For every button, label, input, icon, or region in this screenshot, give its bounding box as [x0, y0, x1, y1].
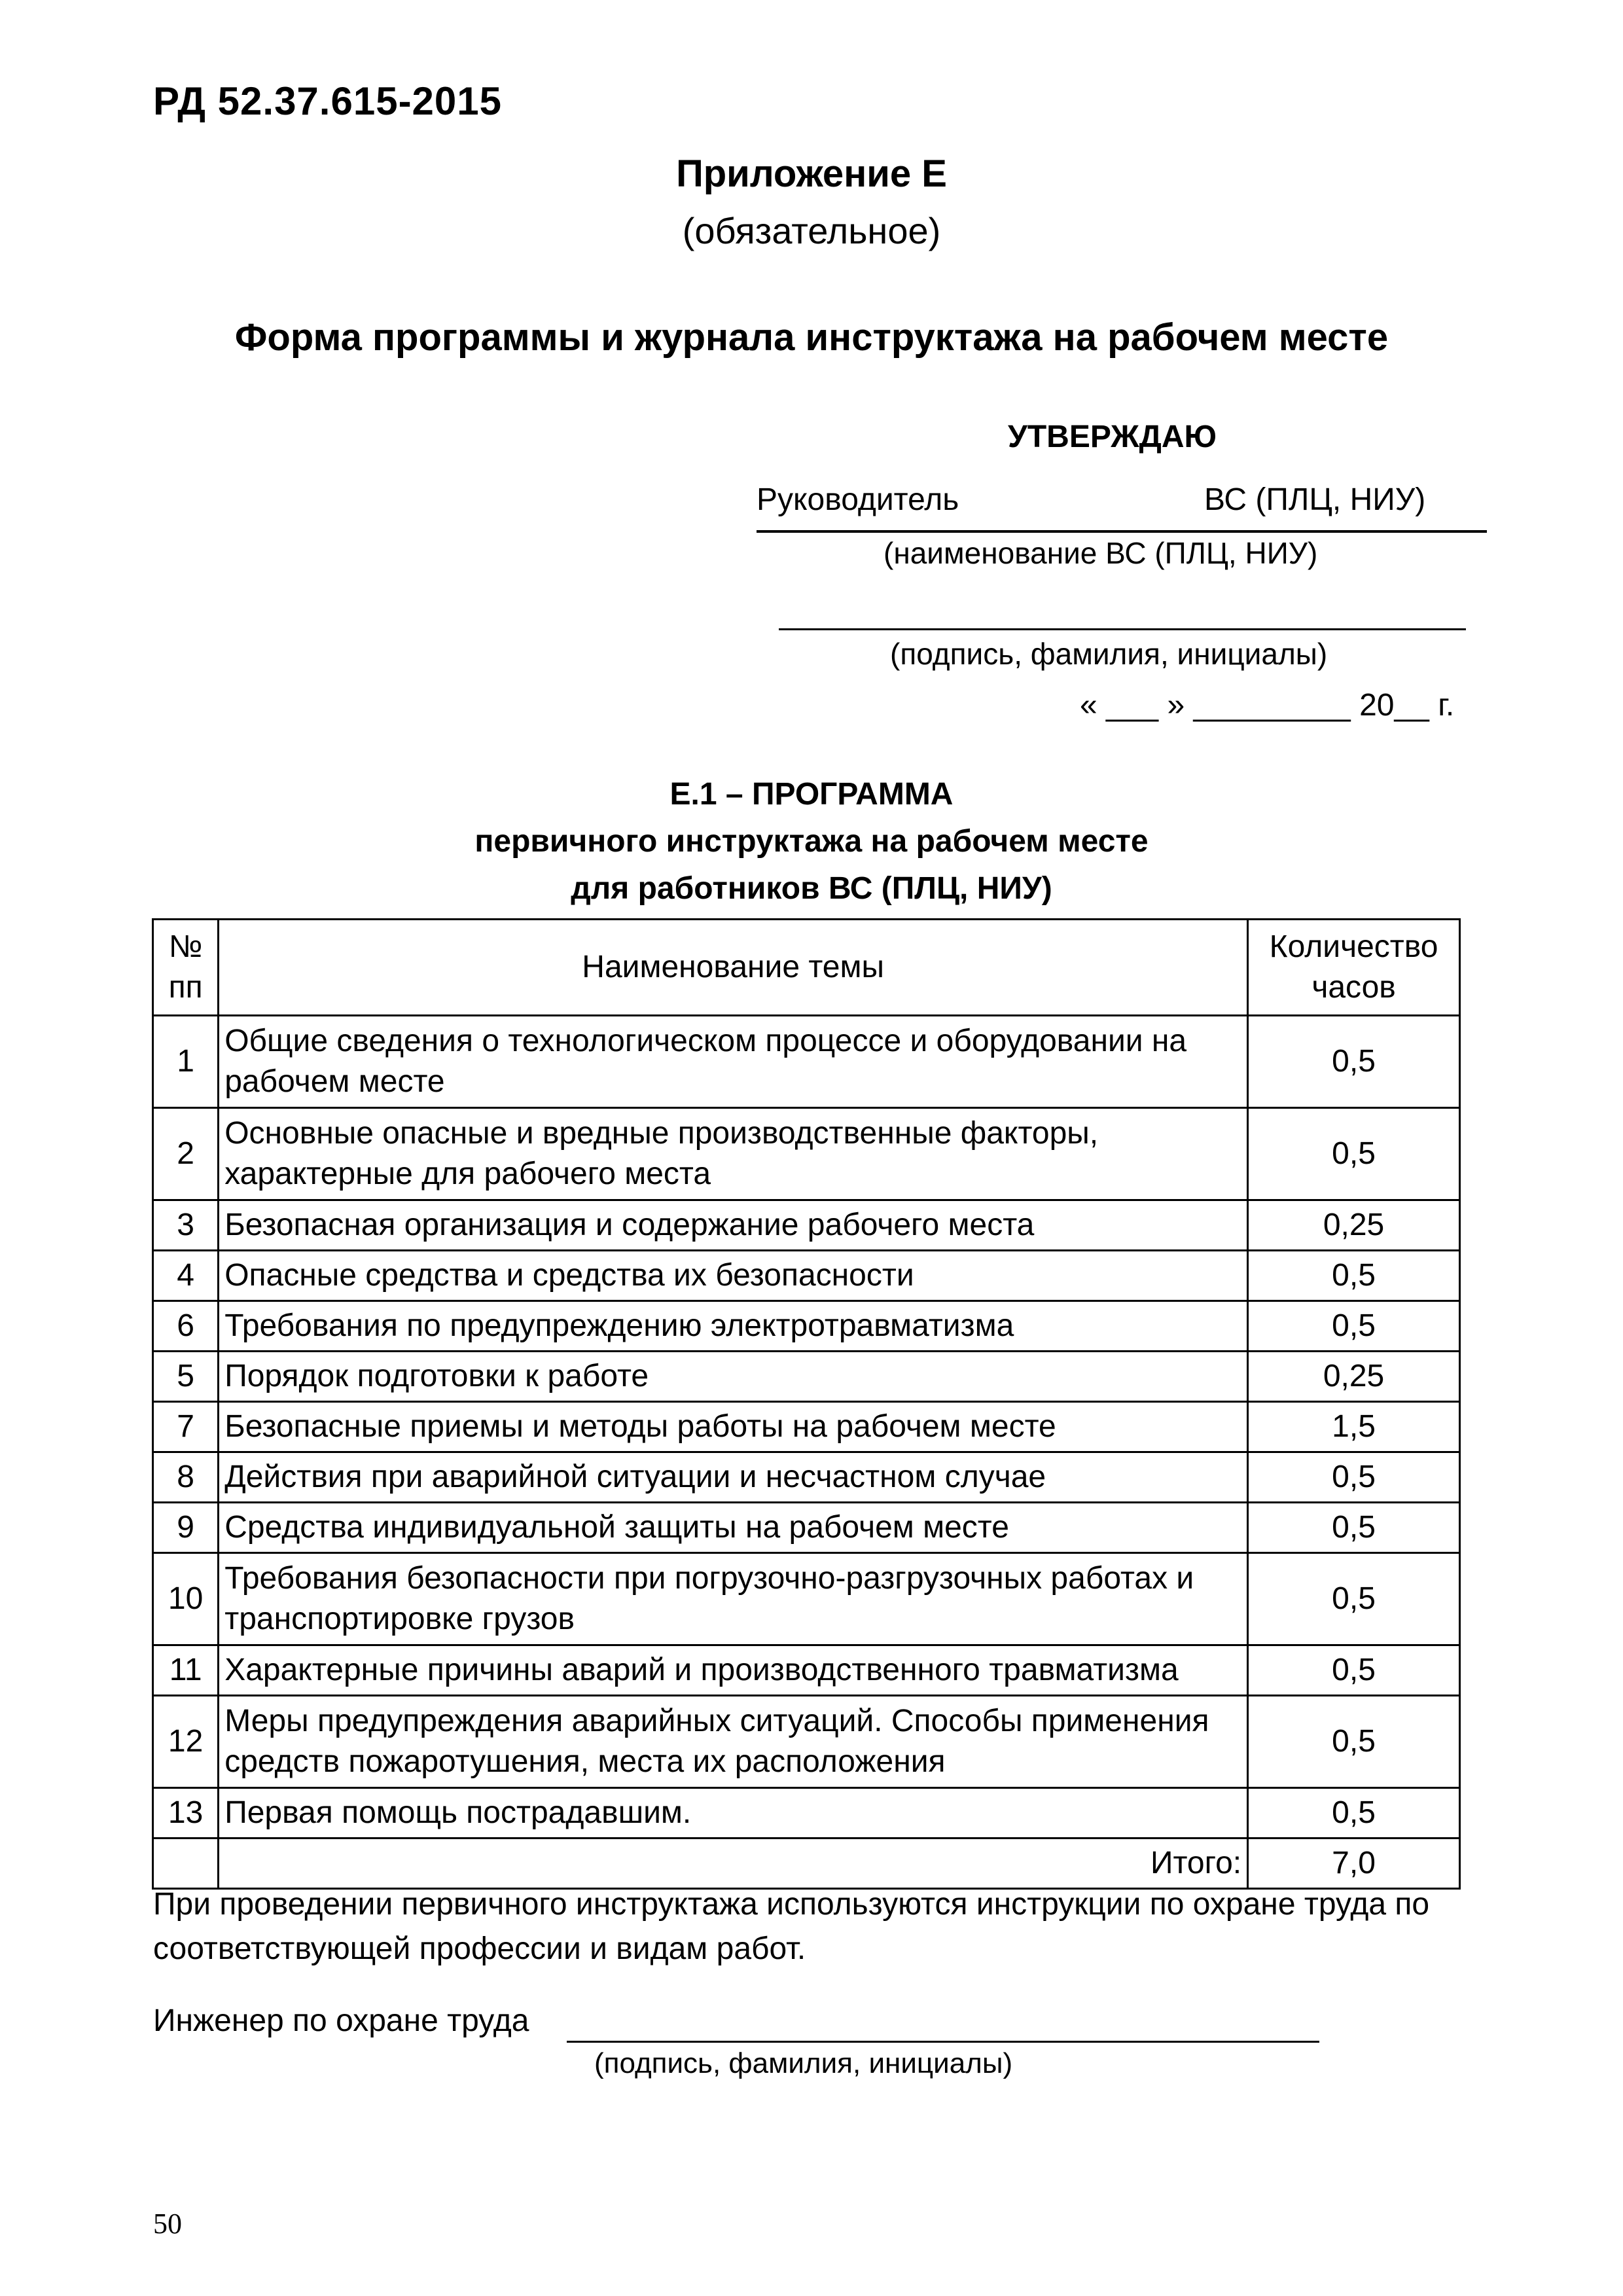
row-hours: 0,5	[1248, 1788, 1460, 1839]
row-topic: Требования безопасности при погрузочно-разгрузочных работах и транспортировке грузов	[219, 1553, 1248, 1645]
row-num: 8	[153, 1452, 219, 1503]
row-num: 5	[153, 1352, 219, 1402]
table-row	[153, 1553, 1460, 1645]
engineer-label: Инженер по охране труда	[153, 2003, 529, 2038]
program-table	[152, 918, 1461, 1890]
row-num: 13	[153, 1788, 219, 1839]
row-num: 12	[153, 1696, 219, 1788]
section-title: Е.1 – ПРОГРАММА	[669, 777, 954, 812]
date-line: « ___ » _________ 20__ г.	[1080, 688, 1455, 723]
row-topic: Действия при аварийной ситуации и несчастном случае	[219, 1452, 1248, 1503]
row-hours: 0,5	[1248, 1301, 1460, 1352]
signature-line	[779, 628, 1466, 630]
row-hours: 0,5	[1248, 1645, 1460, 1696]
head-underline	[757, 530, 1487, 533]
row-hours: 0,5	[1248, 1503, 1460, 1553]
table-total-row	[153, 1839, 1460, 1889]
page-number: 50	[153, 2208, 182, 2240]
header-hours: Количество часов	[1248, 920, 1460, 1016]
signature-caption: (подпись, фамилия, инициалы)	[890, 637, 1328, 671]
row-hours: 0,25	[1248, 1200, 1460, 1251]
table-row	[153, 1402, 1460, 1452]
row-num: 4	[153, 1251, 219, 1301]
engineer-signature-line	[567, 2041, 1319, 2043]
table-row	[153, 1503, 1460, 1553]
row-num: 6	[153, 1301, 219, 1352]
total-label: Итого:	[219, 1839, 1248, 1889]
table-row	[153, 1108, 1460, 1200]
table-row	[153, 1200, 1460, 1251]
row-topic: Основные опасные и вредные производственные факторы, характерные для рабочего места	[219, 1108, 1248, 1200]
row-hours: 0,5	[1248, 1251, 1460, 1301]
row-hours: 0,5	[1248, 1016, 1460, 1108]
row-num: 3	[153, 1200, 219, 1251]
appendix-subtitle: (обязательное)	[682, 210, 941, 251]
table-row	[153, 1696, 1460, 1788]
row-topic: Меры предупреждения аварийных ситуаций. Способы применения средств пожаротушения, места их расположения	[219, 1696, 1248, 1788]
head-organization: ВС (ПЛЦ, НИУ)	[1204, 482, 1426, 517]
appendix-title: Приложение Е	[676, 152, 947, 195]
table-row	[153, 1452, 1460, 1503]
table-row	[153, 1352, 1460, 1402]
document-code: РД 52.37.615-2015	[153, 79, 503, 123]
table-row	[153, 1788, 1460, 1839]
row-topic: Порядок подготовки к работе	[219, 1352, 1248, 1402]
row-num: 1	[153, 1016, 219, 1108]
section-subtitle-1: первичного инструктажа на рабочем месте	[474, 824, 1149, 859]
row-topic: Средства индивидуальной защиты на рабочем месте	[219, 1503, 1248, 1553]
head-caption: (наименование ВС (ПЛЦ, НИУ)	[883, 536, 1318, 570]
row-hours: 0,25	[1248, 1352, 1460, 1402]
row-num: 2	[153, 1108, 219, 1200]
row-num: 7	[153, 1402, 219, 1452]
section-subtitle-2: для работников ВС (ПЛЦ, НИУ)	[571, 871, 1052, 906]
row-hours: 0,5	[1248, 1696, 1460, 1788]
row-hours: 0,5	[1248, 1452, 1460, 1503]
table-row	[153, 1645, 1460, 1696]
total-empty-cell	[153, 1839, 219, 1889]
table-header-row	[153, 920, 1460, 1016]
form-title: Форма программы и журнала инструктажа на рабочем месте	[234, 316, 1389, 359]
row-hours: 0,5	[1248, 1553, 1460, 1645]
row-topic: Первая помощь пострадавшим.	[219, 1788, 1248, 1839]
row-topic: Опасные средства и средства их безопасности	[219, 1251, 1248, 1301]
row-hours: 1,5	[1248, 1402, 1460, 1452]
engineer-caption: (подпись, фамилия, инициалы)	[594, 2047, 1013, 2079]
note-text: При проведении первичного инструктажа используются инструкции по охране труда по соответствующей профессии и видам работ.	[153, 1887, 1430, 1966]
row-num: 9	[153, 1503, 219, 1553]
row-topic: Характерные причины аварий и производственного травматизма	[219, 1645, 1248, 1696]
total-value: 7,0	[1248, 1839, 1460, 1889]
row-topic: Безопасная организация и содержание рабочего места	[219, 1200, 1248, 1251]
table-row	[153, 1016, 1460, 1108]
row-hours: 0,5	[1248, 1108, 1460, 1200]
table-row	[153, 1251, 1460, 1301]
row-topic: Требования по предупреждению электротравматизма	[219, 1301, 1248, 1352]
approve-label: УТВЕРЖДАЮ	[1008, 420, 1217, 454]
row-topic: Безопасные приемы и методы работы на рабочем месте	[219, 1402, 1248, 1452]
header-topic: Наименование темы	[219, 920, 1248, 1016]
head-label: Руководитель	[757, 482, 959, 517]
row-num: 10	[153, 1553, 219, 1645]
row-topic: Общие сведения о технологическом процессе и оборудовании на рабочем месте	[219, 1016, 1248, 1108]
row-num: 11	[153, 1645, 219, 1696]
header-num: № пп	[153, 920, 219, 1016]
table-row	[153, 1301, 1460, 1352]
